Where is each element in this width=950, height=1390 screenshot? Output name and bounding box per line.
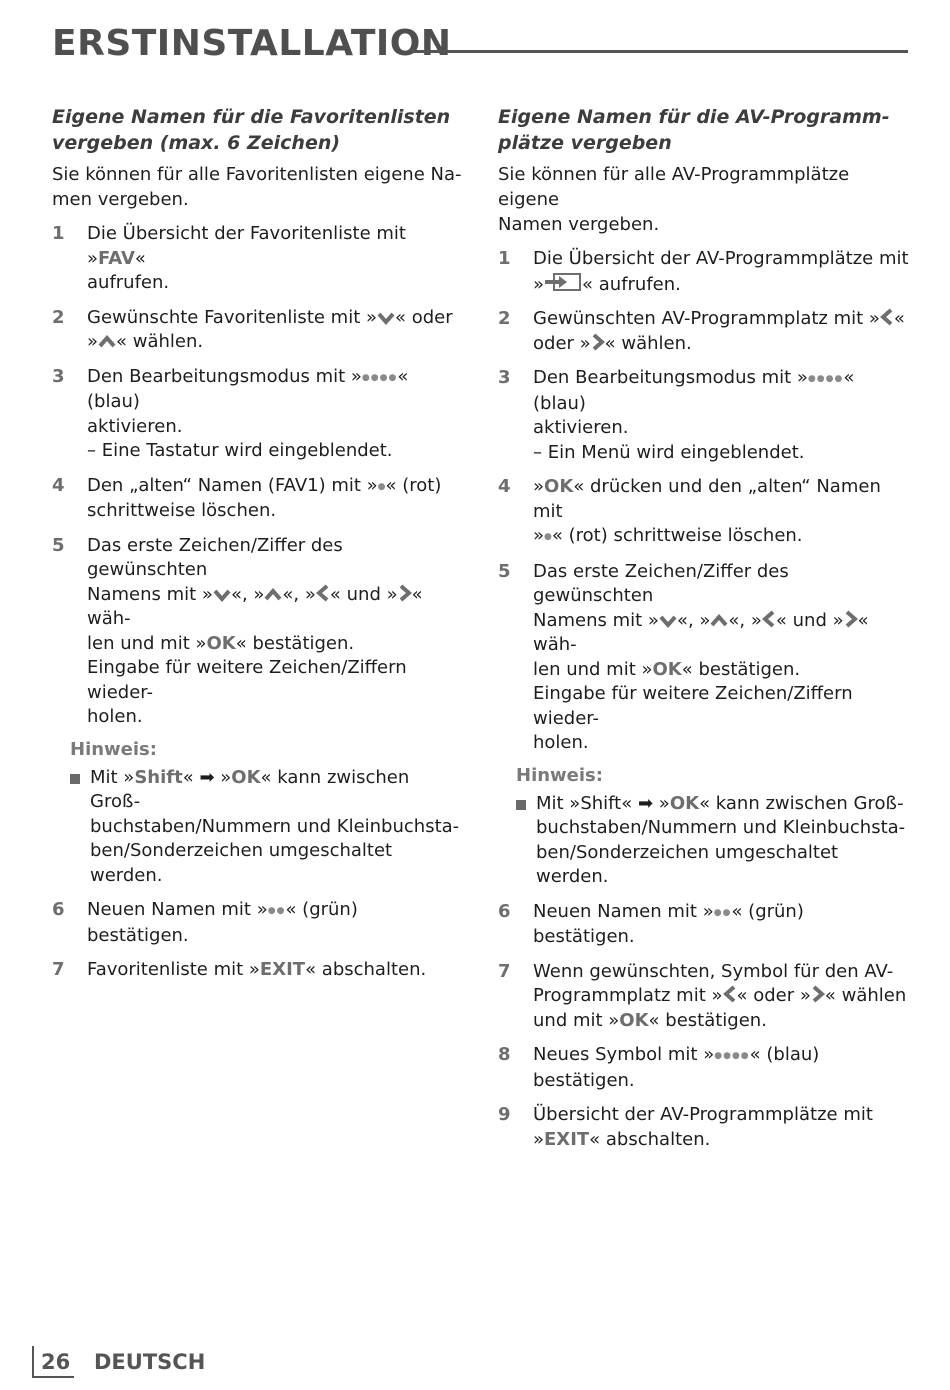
- note-item: [52, 766, 464, 889]
- right-heading-line-1: Eigene Namen für die AV-Programm-: [498, 106, 890, 128]
- step-text: Den Bearbeitungsmodus mit »: [87, 365, 362, 387]
- step-text: »: [533, 525, 545, 546]
- exit-key-label: EXIT: [544, 1128, 590, 1150]
- note-heading: Hinweis:: [516, 764, 603, 786]
- step-text: « (blau): [533, 367, 855, 414]
- chevron-left-icon: [316, 584, 330, 602]
- note-text: buchstaben/Nummern und Kleinbuchsta-: [90, 815, 460, 837]
- chevron-up-icon: [98, 335, 116, 349]
- right-step-4: [498, 475, 910, 550]
- step-number: 6: [52, 899, 65, 920]
- step-number: 3: [52, 365, 65, 387]
- note-text: ben/Sonderzeichen umgeschaltet werden.: [536, 841, 839, 887]
- step-text: Neuen Namen mit »: [87, 899, 268, 920]
- step-text: « (blau) bestätigen.: [533, 1044, 820, 1091]
- step-text: Übersicht der AV-Programmplätze mit: [533, 1104, 873, 1125]
- step-text: Den „alten“ Namen (FAV1) mit »: [87, 474, 378, 496]
- step-text: «, »: [282, 583, 316, 605]
- ok-key-label: OK: [206, 632, 236, 654]
- step-text: « wählen.: [116, 331, 204, 352]
- step-text: « oder »: [736, 985, 811, 1006]
- ok-key-label: OK: [619, 1009, 649, 1031]
- step-text: « bestätigen.: [648, 1009, 767, 1031]
- step-text: Den Bearbeitungsmodus mit »: [533, 367, 808, 388]
- left-column: [52, 104, 464, 993]
- chevron-right-icon: [591, 333, 605, 351]
- step-text: schrittweise löschen.: [87, 500, 277, 521]
- red-button-dot-icon: ●: [544, 532, 552, 542]
- left-section-heading: [52, 104, 464, 156]
- chevron-left-icon: [723, 985, 737, 1003]
- step-text: Die Übersicht der AV-Programmplätze mit: [533, 248, 909, 269]
- step-text: Das erste Zeichen/Ziffer des gewünschten: [533, 560, 789, 606]
- step-text: Eingabe für weitere Zeichen/Ziffern wieder-: [87, 657, 407, 703]
- chevron-right-icon: [844, 610, 858, 628]
- left-step-2: [52, 306, 464, 355]
- right-intro: [498, 162, 910, 237]
- step-number: 7: [52, 959, 65, 980]
- step-text: « drücken und den „alten“ Namen mit: [533, 476, 881, 522]
- step-number: 2: [52, 306, 65, 328]
- blue-button-dots-icon: ●●●●: [361, 372, 398, 383]
- arrow-right-icon: ➡: [637, 792, 654, 814]
- ok-key-label: OK: [231, 766, 261, 788]
- step-number: 3: [498, 367, 511, 388]
- step-text: Gewünschte Favoritenliste mit »: [87, 306, 377, 328]
- step-text: « aufrufen.: [582, 273, 681, 295]
- left-intro-line-1: Sie können für alle Favoritenlisten eigene Na-: [52, 164, 462, 185]
- step-text: Die Übersicht der Favoritenliste mit »: [87, 223, 406, 269]
- step-text: « (grün) bestätigen.: [533, 900, 804, 947]
- step-text: Neuen Namen mit »: [533, 900, 714, 922]
- left-step-4: [52, 474, 464, 524]
- footer-underline: [32, 1376, 74, 1378]
- note-text: « kann zwischen Groß-: [90, 766, 410, 812]
- step-number: 5: [52, 534, 65, 556]
- left-intro-line-2: men vergeben.: [52, 189, 189, 210]
- step-text: aufrufen.: [87, 272, 170, 293]
- bullet-square-icon: [70, 774, 80, 784]
- step-number: 4: [52, 474, 65, 496]
- step-text: holen.: [87, 706, 143, 727]
- right-intro-line-1: Sie können für alle AV-Programmplätze eigene: [498, 164, 850, 210]
- step-text: len und mit »: [533, 658, 653, 680]
- step-number: 6: [498, 900, 511, 922]
- ok-key-label: OK: [544, 476, 574, 497]
- fav-key-label: FAV: [98, 247, 135, 269]
- step-text: « (blau): [87, 365, 409, 412]
- step-number: 1: [498, 248, 511, 269]
- step-text: « wählen: [824, 985, 907, 1006]
- chevron-down-icon: [659, 614, 677, 628]
- step-text: Namens mit »: [87, 583, 213, 605]
- step-text: «: [134, 247, 146, 269]
- step-text: – Ein Menü wird eingeblendet.: [533, 441, 805, 463]
- step-text: « abschalten.: [589, 1128, 711, 1150]
- bullet-square-icon: [516, 800, 526, 810]
- language-label: DEUTSCH: [94, 1350, 206, 1374]
- note-text: »: [214, 766, 232, 788]
- av-input-source-icon: [544, 272, 582, 292]
- step-text: »: [87, 331, 99, 352]
- step-number: 1: [52, 223, 65, 244]
- step-text: « bestätigen.: [235, 632, 355, 654]
- step-number: 7: [498, 960, 511, 982]
- page-number: 26: [41, 1350, 71, 1374]
- right-heading-line-2: plätze vergeben: [498, 132, 672, 154]
- note-text: ben/Sonderzeichen umgeschaltet werden.: [90, 840, 393, 886]
- step-text: aktivieren.: [87, 415, 183, 437]
- blue-button-dots-icon: ●●●●: [807, 374, 844, 384]
- step-text: « wäh-: [533, 609, 869, 655]
- step-text: »: [533, 1128, 545, 1150]
- right-step-1: [498, 247, 910, 297]
- ok-key-label: OK: [652, 658, 682, 680]
- step-text: oder »: [533, 332, 591, 354]
- step-text: und mit »: [533, 1009, 620, 1031]
- step-text: « (grün) bestätigen.: [87, 899, 358, 946]
- step-number: 5: [498, 560, 511, 582]
- chevron-down-icon: [377, 311, 395, 325]
- step-text: «, »: [230, 583, 265, 605]
- step-text: – Eine Tastatur wird eingeblendet.: [87, 440, 393, 461]
- step-text: Das erste Zeichen/Ziffer des gewünschten: [87, 534, 343, 580]
- left-step-6: [52, 898, 464, 948]
- left-step-7: [52, 958, 464, 983]
- right-step-5: [498, 560, 910, 756]
- chevron-left-icon: [762, 610, 776, 628]
- chevron-up-icon: [710, 614, 728, 628]
- step-text: « bestätigen.: [681, 658, 801, 680]
- right-column: [498, 104, 910, 1162]
- ok-key-label: OK: [669, 792, 700, 814]
- right-step-3: [498, 366, 910, 465]
- footer-bar: [32, 1346, 34, 1378]
- right-step-8: [498, 1043, 910, 1093]
- step-number: 2: [498, 308, 511, 329]
- step-text: Favoritenliste mit »: [87, 959, 260, 980]
- step-text: »: [533, 273, 545, 295]
- step-text: « wählen.: [604, 332, 692, 354]
- right-intro-line-2: Namen vergeben.: [498, 214, 660, 235]
- step-text: « und »: [775, 609, 844, 631]
- step-text: « (rot) schrittweise löschen.: [551, 525, 803, 546]
- right-section-heading: [498, 104, 910, 156]
- note-text: Mit »: [90, 766, 135, 788]
- right-step-6: [498, 900, 910, 950]
- left-step-1: [52, 222, 464, 296]
- step-text: Namens mit »: [533, 609, 659, 631]
- note-text: buchstaben/Nummern und Kleinbuchsta-: [536, 817, 906, 838]
- step-text: len und mit »: [87, 632, 207, 654]
- arrow-right-icon: ➡: [199, 766, 215, 788]
- note-text: «: [182, 766, 200, 788]
- step-text: « und »: [329, 583, 398, 605]
- step-text: Gewünschten AV-Programmplatz mit »: [533, 308, 880, 329]
- left-heading-line-1: Eigene Namen für die Favoritenlisten: [52, 106, 451, 128]
- green-button-dots-icon: ●●: [267, 906, 286, 916]
- right-step-2: [498, 307, 910, 356]
- left-intro: [52, 162, 464, 212]
- note-text: »: [653, 792, 670, 814]
- step-text: Programmplatz mit »: [533, 985, 723, 1006]
- step-text: holen.: [533, 732, 589, 753]
- step-number: 9: [498, 1104, 511, 1125]
- chevron-left-icon: [880, 308, 894, 326]
- left-step-3: [52, 365, 464, 464]
- note-text: Mit »Shift«: [536, 792, 638, 814]
- step-text: Neues Symbol mit »: [533, 1044, 715, 1065]
- red-button-dot-icon: ●: [377, 481, 386, 492]
- step-text: »: [533, 476, 545, 497]
- note-item: [498, 792, 910, 890]
- shift-key-label: Shift: [134, 766, 183, 788]
- step-text: « oder: [395, 306, 453, 328]
- blue-button-dots-icon: ●●●●: [714, 1051, 750, 1061]
- step-number: 8: [498, 1044, 511, 1065]
- chevron-right-icon: [811, 985, 825, 1003]
- step-text: «: [893, 308, 905, 329]
- step-text: Eingabe für weitere Zeichen/Ziffern wieder-: [533, 683, 853, 729]
- left-heading-line-2: vergeben (max. 6 Zeichen): [52, 132, 341, 154]
- chevron-right-icon: [398, 584, 412, 602]
- page-header: [52, 22, 908, 66]
- step-text: « abschalten.: [305, 959, 427, 980]
- right-step-7: [498, 960, 910, 1034]
- page-footer: [32, 1346, 332, 1380]
- chevron-down-icon: [213, 588, 231, 602]
- page-title: ERSTINSTALLATION: [52, 23, 452, 64]
- step-text: « wäh-: [87, 583, 423, 629]
- note-text: « kann zwischen Groß-: [699, 792, 904, 814]
- step-text: «, »: [676, 609, 711, 631]
- note-heading: Hinweis:: [70, 738, 157, 760]
- step-number: 4: [498, 476, 511, 497]
- right-step-9: [498, 1103, 910, 1152]
- step-text: aktivieren.: [533, 417, 629, 438]
- left-step-5: [52, 534, 464, 730]
- step-text: « (rot): [385, 474, 442, 496]
- exit-key-label: EXIT: [259, 959, 306, 980]
- step-text: Wenn gewünschten, Symbol für den AV-: [533, 960, 894, 982]
- header-rule: [410, 50, 908, 53]
- step-text: «, »: [728, 609, 762, 631]
- green-button-dots-icon: ●●: [713, 907, 732, 918]
- chevron-up-icon: [264, 588, 282, 602]
